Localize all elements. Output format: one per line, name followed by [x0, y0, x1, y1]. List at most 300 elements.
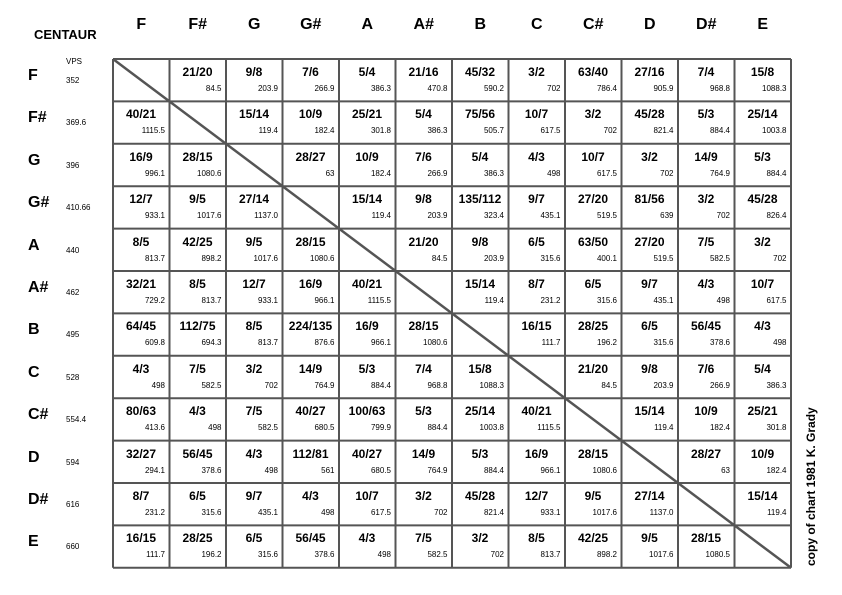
- ratio-value: 10/9: [694, 404, 718, 419]
- ratio-value: 15/14: [351, 192, 383, 207]
- cents-value: 898.2: [596, 550, 617, 560]
- ratio-value: 15/14: [634, 404, 665, 419]
- cents-value: 617.5: [596, 168, 617, 178]
- cents-value: 729.2: [144, 296, 165, 305]
- ratio-value: 21/20: [577, 361, 609, 376]
- cents-value: 1115.5: [537, 423, 561, 433]
- ratio-value: 32/21: [125, 277, 157, 291]
- cents-value: 498: [208, 423, 222, 433]
- cents-value: 764.9: [427, 465, 448, 475]
- ratio-value: 16/9: [129, 149, 153, 164]
- ratio-value: 8/7: [132, 489, 150, 503]
- ratio-value: 27/14: [238, 192, 270, 207]
- ratio-value: 5/3: [697, 107, 715, 122]
- ratio-value: 16/15: [125, 531, 157, 546]
- ratio-value: 9/7: [528, 192, 545, 207]
- ratio-value: 56/45: [295, 531, 326, 546]
- ratio-value: 4/3: [358, 531, 376, 546]
- ratio-value: 81/56: [634, 192, 665, 207]
- cents-value: 266.9: [709, 380, 730, 390]
- vps-value: 440: [66, 245, 80, 255]
- ratio-value: 21/20: [182, 65, 213, 79]
- ratio-value: 75/56: [464, 107, 496, 122]
- ratio-value: 224/135: [288, 319, 333, 334]
- ratio-value: 9/8: [415, 192, 432, 207]
- cents-value: 582.5: [709, 253, 730, 263]
- ratio-value: 40/21: [351, 277, 383, 291]
- ratio-value: 4/3: [528, 149, 545, 164]
- ratio-value: 5/3: [358, 361, 376, 376]
- cents-value: 764.9: [709, 168, 730, 178]
- cents-value: 1017.6: [592, 508, 617, 517]
- cents-value: 898.2: [201, 253, 222, 263]
- cents-value: 119.4: [258, 126, 278, 136]
- ratio-value: 100/63: [348, 404, 386, 419]
- chart-title: CENTAUR: [34, 27, 97, 42]
- cents-value: 498: [773, 338, 787, 348]
- cents-value: 1137.0: [649, 508, 674, 517]
- cents-value: 182.4: [766, 465, 787, 475]
- ratio-value: 7/4: [697, 65, 715, 79]
- ratio-value: 42/25: [182, 234, 213, 249]
- cents-value: 966.1: [314, 296, 335, 305]
- copyright-note: copy of chart 1981 K. Grady: [804, 407, 818, 566]
- cents-value: 203.9: [483, 253, 504, 263]
- ratio-value: 9/8: [245, 65, 263, 79]
- cents-value: 400.1: [596, 253, 617, 263]
- cents-value: 702: [716, 211, 730, 221]
- cents-value: 301.8: [766, 423, 787, 433]
- vps-value: 528: [66, 372, 80, 382]
- ratio-value: 5/4: [471, 149, 489, 164]
- cents-value: 315.6: [257, 550, 278, 560]
- cents-value: 702: [773, 253, 787, 263]
- ratio-value: 45/28: [464, 489, 496, 503]
- ratio-value: 3/2: [471, 531, 489, 546]
- ratio-value: 3/2: [528, 65, 545, 79]
- ratio-value: 10/7: [524, 107, 549, 122]
- cents-value: 315.6: [201, 508, 222, 517]
- ratio-value: 4/3: [754, 319, 771, 334]
- cents-value: 231.2: [540, 296, 561, 305]
- ratio-value: 8/5: [132, 234, 150, 249]
- cents-value: 498: [321, 508, 335, 517]
- cents-value: 203.9: [257, 84, 278, 93]
- cents-value: 884.4: [370, 380, 391, 390]
- cents-value: 84.5: [601, 380, 617, 390]
- cents-value: 294.1: [144, 465, 165, 475]
- row-label: D: [28, 448, 40, 466]
- vps-value: 660: [66, 542, 80, 552]
- cents-value: 119.4: [767, 508, 787, 517]
- vps-value: 462: [66, 288, 80, 297]
- ratio-value: 8/5: [528, 531, 545, 546]
- ratio-value: 3/2: [754, 234, 771, 249]
- ratio-value: 9/5: [641, 531, 658, 546]
- ratio-value: 7/6: [415, 149, 432, 164]
- row-label: B: [28, 321, 40, 339]
- ratio-value: 28/15: [295, 234, 326, 249]
- ratio-value: 7/6: [697, 361, 715, 376]
- column-header: E: [757, 16, 769, 33]
- ratio-value: 25/21: [351, 107, 383, 122]
- vps-value: 410.66: [66, 203, 91, 213]
- ratio-value: 15/8: [750, 65, 775, 79]
- ratio-value: 9/7: [641, 277, 658, 291]
- ratio-value: 56/45: [182, 446, 213, 461]
- cents-value: 582.5: [201, 380, 222, 390]
- cents-value: 203.9: [427, 211, 448, 221]
- ratio-value: 3/2: [245, 361, 263, 376]
- column-header: A#: [413, 16, 434, 33]
- cents-value: 813.7: [540, 550, 561, 560]
- row-label: G: [28, 151, 41, 169]
- cents-value: 203.9: [653, 380, 674, 390]
- ratio-value: 135/112: [458, 192, 502, 207]
- cents-value: 378.6: [314, 550, 335, 560]
- cents-value: 702: [547, 84, 561, 93]
- cents-value: 1017.6: [649, 550, 674, 560]
- cents-value: 505.7: [483, 126, 504, 136]
- cents-value: 196.2: [201, 550, 222, 560]
- cents-value: 519.5: [653, 253, 674, 263]
- ratio-value: 16/9: [355, 319, 379, 334]
- ratio-value: 64/45: [125, 319, 157, 334]
- ratio-value: 4/3: [302, 489, 319, 503]
- cents-value: 702: [490, 550, 504, 560]
- cents-value: 378.6: [709, 338, 730, 348]
- ratio-value: 12/7: [524, 489, 549, 503]
- ratio-value: 10/9: [298, 107, 323, 122]
- cents-value: 813.7: [257, 338, 278, 348]
- ratio-value: 15/8: [468, 361, 492, 376]
- row-label: A#: [28, 279, 49, 296]
- ratio-value: 4/3: [697, 277, 715, 291]
- cents-value: 63: [721, 465, 730, 475]
- ratio-value: 28/15: [690, 531, 722, 546]
- vps-value: 616: [66, 500, 80, 509]
- ratio-value: 9/7: [245, 489, 263, 503]
- ratio-value: 5/3: [471, 446, 489, 461]
- ratio-value: 25/14: [464, 404, 496, 419]
- cents-value: 498: [264, 465, 278, 475]
- cents-value: 1088.3: [479, 380, 504, 390]
- column-header: F: [136, 16, 147, 33]
- cents-value: 119.4: [371, 211, 391, 221]
- ratio-value: 45/32: [464, 65, 496, 79]
- ratio-value: 4/3: [245, 446, 263, 461]
- ratio-value: 28/27: [295, 149, 326, 164]
- ratio-value: 112/75: [179, 319, 216, 334]
- column-header: G: [248, 16, 261, 33]
- cents-value: 111.7: [146, 550, 165, 560]
- ratio-value: 6/5: [584, 277, 602, 291]
- ratio-value: 7/5: [189, 361, 206, 376]
- ratio-value: 5/3: [415, 404, 432, 419]
- cents-value: 1017.6: [197, 211, 222, 221]
- cents-value: 884.4: [709, 126, 730, 136]
- ratio-value: 21/16: [408, 65, 439, 79]
- cents-value: 968.8: [427, 380, 448, 390]
- vps-value: 352: [66, 76, 80, 85]
- cents-value: 813.7: [201, 296, 222, 305]
- cents-value: 590.2: [483, 84, 504, 93]
- cents-value: 1080.6: [197, 168, 222, 178]
- ratio-value: 6/5: [641, 319, 658, 334]
- ratio-value: 16/9: [298, 277, 323, 291]
- ratio-value: 28/25: [182, 531, 213, 546]
- cents-value: 266.9: [314, 84, 335, 93]
- ratio-value: 40/21: [125, 107, 157, 122]
- ratio-value: 10/7: [355, 489, 379, 503]
- cents-value: 435.1: [540, 211, 561, 221]
- cents-value: 966.1: [370, 338, 391, 348]
- cents-value: 639: [660, 211, 674, 221]
- ratio-value: 6/5: [528, 234, 545, 249]
- ratio-value: 9/5: [584, 489, 602, 503]
- ratio-value: 40/21: [521, 404, 552, 419]
- cents-value: 1137.0: [254, 211, 278, 221]
- ratio-value: 7/6: [302, 65, 319, 79]
- ratio-value: 28/15: [408, 319, 439, 334]
- cents-value: 119.4: [484, 296, 504, 305]
- cents-value: 470.8: [427, 84, 448, 93]
- ratio-value: 7/4: [415, 361, 432, 376]
- ratio-value: 27/20: [577, 192, 609, 207]
- cents-value: 435.1: [257, 508, 278, 517]
- ratio-value: 16/9: [524, 446, 549, 461]
- cents-value: 1080.6: [310, 253, 335, 263]
- ratio-value: 6/5: [189, 489, 206, 503]
- cents-value: 933.1: [144, 211, 165, 221]
- ratio-value: 15/14: [238, 107, 270, 122]
- vps-value: 495: [66, 330, 80, 340]
- ratio-value: 9/8: [641, 361, 658, 376]
- cents-value: 386.3: [483, 168, 504, 178]
- vps-value: 396: [66, 160, 80, 170]
- cents-value: 196.2: [596, 338, 617, 348]
- ratio-value: 4/3: [189, 404, 206, 419]
- ratio-value: 21/20: [408, 234, 439, 249]
- cents-value: 386.3: [427, 126, 448, 136]
- cents-value: 315.6: [540, 253, 561, 263]
- ratio-value: 45/28: [634, 107, 665, 122]
- cents-value: 301.8: [370, 126, 391, 136]
- cents-value: 182.4: [314, 126, 335, 136]
- cents-value: 84.5: [431, 253, 448, 263]
- cents-value: 63: [325, 168, 335, 178]
- cents-value: 617.5: [370, 508, 391, 517]
- ratio-value: 32/27: [125, 446, 157, 461]
- ratio-value: 3/2: [584, 107, 602, 122]
- cents-value: 1080.6: [423, 338, 448, 348]
- vps-value: 369.6: [66, 118, 87, 128]
- ratio-value: 42/25: [577, 531, 609, 546]
- ratio-value: 25/21: [747, 404, 778, 419]
- ratio-value: 15/14: [747, 489, 778, 503]
- cents-value: 182.4: [370, 168, 391, 178]
- column-header: B: [474, 16, 487, 33]
- ratio-value: 9/8: [471, 234, 489, 249]
- ratio-value: 4/3: [132, 361, 150, 376]
- cents-value: 582.5: [257, 423, 278, 433]
- ratio-value: 10/7: [581, 149, 605, 164]
- ratio-value: 28/15: [182, 149, 213, 164]
- cents-value: 876.6: [314, 338, 335, 348]
- column-header: C#: [583, 16, 604, 33]
- ratio-value: 7/5: [697, 234, 715, 249]
- cents-value: 519.5: [596, 211, 617, 221]
- cents-value: 821.4: [653, 126, 674, 136]
- cents-value: 702: [660, 168, 674, 178]
- cents-value: 1017.6: [253, 253, 278, 263]
- cents-value: 813.7: [144, 253, 165, 263]
- ratio-value: 15/14: [464, 277, 496, 291]
- cents-value: 764.9: [314, 380, 335, 390]
- ratio-value: 40/27: [295, 404, 326, 419]
- cents-value: 561: [321, 465, 335, 475]
- cents-value: 231.2: [144, 508, 165, 517]
- row-label: F: [28, 67, 38, 84]
- ratio-value: 40/27: [351, 446, 383, 461]
- cents-value: 111.7: [541, 338, 561, 348]
- ratio-value: 8/7: [528, 277, 545, 291]
- cents-value: 119.4: [654, 423, 674, 433]
- ratio-value: 8/5: [245, 319, 263, 334]
- ratio-value: 3/2: [697, 192, 715, 207]
- ratio-value: 63/50: [577, 234, 609, 249]
- cents-value: 1115.5: [141, 126, 165, 136]
- row-label: F#: [28, 109, 47, 127]
- cents-value: 323.4: [483, 211, 504, 221]
- cents-value: 378.6: [201, 465, 222, 475]
- cents-value: 996.1: [144, 168, 165, 178]
- ratio-value: 3/2: [415, 489, 432, 503]
- ratio-value: 12/7: [242, 277, 266, 291]
- cents-value: 498: [151, 380, 165, 390]
- cents-value: 905.9: [653, 84, 674, 93]
- ratio-value: 3/2: [641, 149, 658, 164]
- ratio-value: 80/63: [125, 404, 157, 419]
- vps-value: 594: [66, 457, 80, 467]
- cents-value: 386.3: [766, 380, 787, 390]
- cents-value: 966.1: [540, 465, 561, 475]
- ratio-value: 10/7: [750, 277, 775, 291]
- cents-value: 968.8: [709, 84, 730, 93]
- cents-value: 315.6: [596, 296, 617, 305]
- vps-header: VPS: [66, 57, 83, 66]
- cents-value: 1088.3: [762, 84, 787, 93]
- cents-value: 435.1: [653, 296, 674, 305]
- cents-value: 702: [603, 126, 617, 136]
- ratio-value: 112/81: [292, 446, 329, 461]
- cents-value: 182.4: [709, 423, 730, 433]
- cents-value: 1115.5: [367, 296, 391, 305]
- cents-value: 702: [434, 508, 448, 517]
- ratio-value: 8/5: [189, 277, 206, 291]
- ratio-value: 5/4: [358, 65, 376, 79]
- cents-value: 826.4: [766, 211, 787, 221]
- cents-value: 884.4: [427, 423, 448, 433]
- cents-value: 617.5: [766, 296, 787, 305]
- column-header: F#: [188, 16, 208, 33]
- cents-value: 702: [264, 380, 278, 390]
- ratio-value: 16/15: [521, 319, 552, 334]
- cents-value: 84.5: [205, 84, 222, 93]
- ratio-value: 7/5: [245, 404, 263, 419]
- cents-value: 1080.6: [592, 465, 617, 475]
- ratio-value: 5/4: [415, 107, 432, 122]
- cents-value: 413.6: [144, 423, 165, 433]
- ratio-value: 25/14: [747, 107, 778, 122]
- cents-value: 617.5: [540, 126, 561, 136]
- column-header: G#: [300, 16, 322, 33]
- cents-value: 315.6: [653, 338, 674, 348]
- cents-value: 933.1: [257, 296, 278, 305]
- row-label: C: [28, 363, 40, 381]
- ratio-value: 5/4: [754, 361, 771, 376]
- ratio-value: 14/9: [694, 149, 718, 164]
- ratio-value: 27/16: [634, 65, 665, 79]
- vps-value: 554.4: [66, 415, 87, 425]
- cents-value: 582.5: [427, 550, 448, 560]
- ratio-value: 27/14: [634, 489, 665, 503]
- cents-value: 933.1: [540, 508, 561, 517]
- cents-value: 609.8: [144, 338, 165, 348]
- ratio-value: 6/5: [245, 531, 263, 546]
- column-header: D#: [696, 16, 717, 33]
- ratio-value: 5/3: [754, 149, 771, 164]
- cents-value: 884.4: [766, 168, 787, 178]
- cents-value: 799.9: [370, 423, 391, 433]
- ratio-value: 10/9: [750, 446, 775, 461]
- cents-value: 694.3: [201, 338, 222, 348]
- row-label: C#: [28, 406, 49, 424]
- ratio-value: 27/20: [634, 234, 665, 249]
- ratio-value: 9/5: [245, 234, 263, 249]
- ratio-value: 45/28: [747, 192, 778, 207]
- cents-value: 1003.8: [479, 423, 504, 433]
- cents-value: 680.5: [314, 423, 335, 433]
- ratio-value: 28/15: [577, 446, 609, 461]
- cents-value: 1003.8: [762, 126, 787, 136]
- ratio-value: 10/9: [355, 149, 379, 164]
- row-label: E: [28, 533, 39, 551]
- cents-value: 884.4: [483, 465, 504, 475]
- cents-value: 498: [547, 168, 561, 178]
- ratio-value: 28/27: [690, 446, 722, 461]
- ratio-value: 14/9: [411, 446, 436, 461]
- ratio-value: 7/5: [415, 531, 432, 546]
- ratio-value: 56/45: [690, 319, 722, 334]
- column-header: A: [361, 16, 374, 33]
- row-label: A: [28, 236, 40, 254]
- ratio-value: 63/40: [577, 65, 609, 79]
- ratio-value: 28/25: [577, 319, 609, 334]
- row-label: G#: [28, 194, 50, 212]
- cents-value: 386.3: [370, 84, 391, 93]
- ratio-value: 14/9: [298, 361, 323, 376]
- cents-value: 1080.5: [705, 550, 730, 560]
- cents-value: 498: [377, 550, 391, 560]
- column-header: D: [643, 16, 656, 33]
- column-header: C: [530, 16, 543, 33]
- ratio-value: 12/7: [129, 192, 153, 207]
- cents-value: 680.5: [370, 465, 391, 475]
- cents-value: 821.4: [483, 508, 504, 517]
- cents-value: 498: [716, 296, 730, 305]
- row-label: D#: [28, 491, 49, 508]
